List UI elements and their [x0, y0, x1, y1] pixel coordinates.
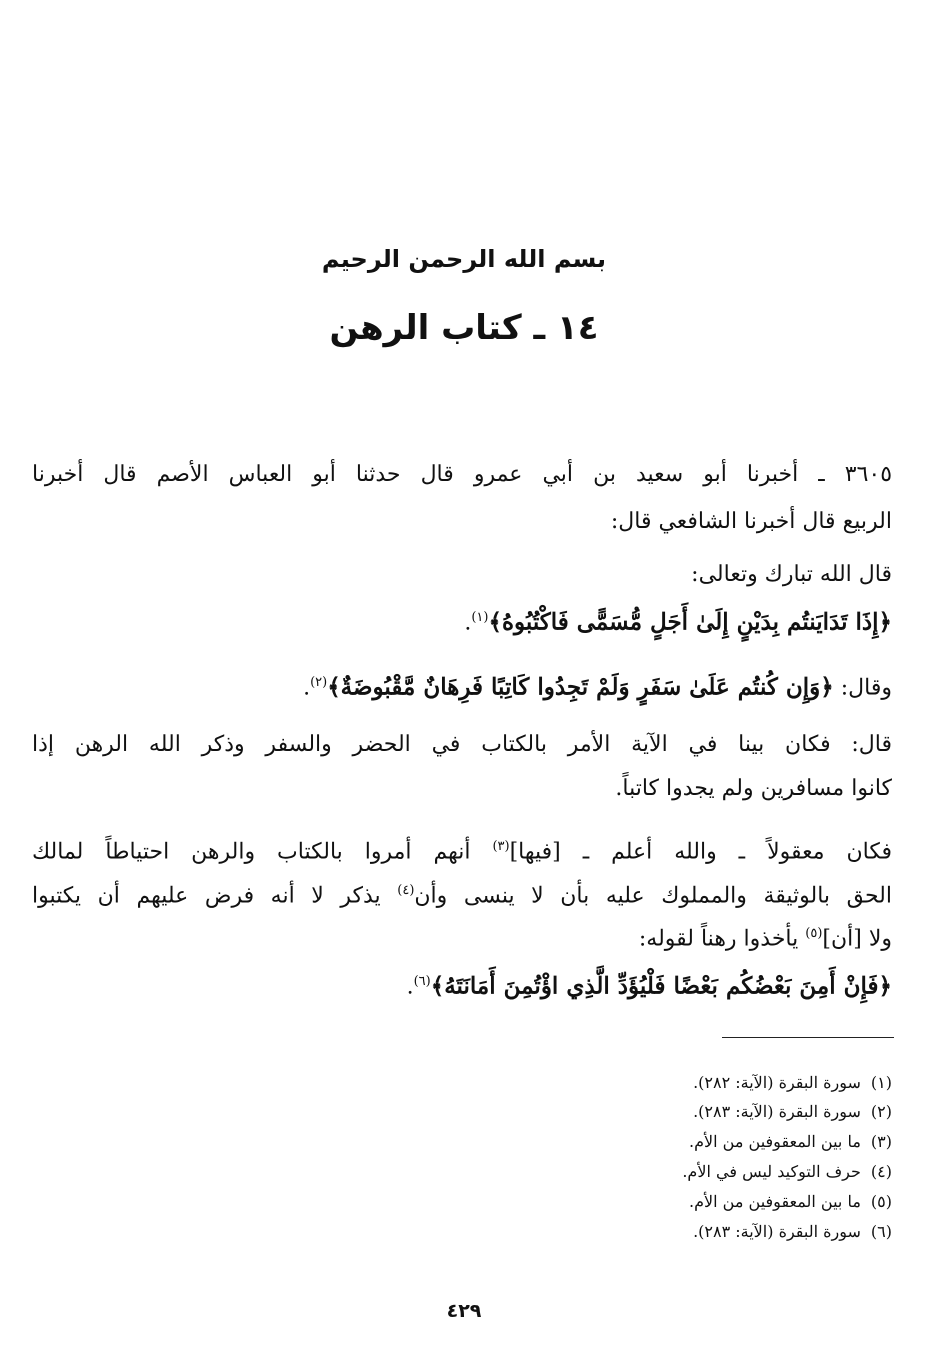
- footnote-number: (٦): [870, 1222, 892, 1241]
- footnote-text: سورة البقرة (الآية: ٢٨٣).: [693, 1102, 861, 1121]
- verse-end: .: [406, 974, 414, 1000]
- text-segment: أنهم أمروا بالكتاب والرهن احتياطاً لمالك: [32, 839, 493, 865]
- text-line-9: [32, 876, 892, 911]
- footnote-text: حرف التوكيد ليس في الأم.: [682, 1162, 861, 1181]
- text-segment: فكان معقولاً ـ والله أعلم ـ [فيها]: [509, 839, 892, 865]
- page-number: ٤٢٩: [446, 1300, 482, 1322]
- text-line-10: [32, 919, 892, 954]
- text-line-3: قال الله تبارك وتعالى:: [691, 562, 892, 587]
- footnote-2: [392, 1102, 892, 1122]
- footnote-ref: (١): [471, 610, 489, 625]
- footnote-3: [392, 1132, 892, 1152]
- verse-end: .: [303, 675, 311, 701]
- quran-verse: ﴿فَإِنْ أَمِنَ بَعْضُكُم بَعْضًا فَلْيُؤَدِّ الَّذِي اؤْتُمِنَ أَمَانَتَهُ﴾: [430, 972, 892, 1000]
- footnote-text: ما بين المعقوفين من الأم.: [689, 1192, 861, 1211]
- footnote-divider: [722, 1037, 894, 1038]
- text-line-6: قال: فكان بينا في الآية الأمر بالكتاب في الحضر والسفر وذكر الله الرهن إذا: [32, 732, 892, 757]
- footnote-6: [392, 1222, 892, 1242]
- quran-verse: ﴿إِذَا تَدَايَنتُم بِدَيْنٍ إِلَىٰ أَجَلٍ مُّسَمًّى فَاكْتُبُوهُ﴾: [488, 608, 892, 636]
- footnote-number: (٤): [870, 1162, 892, 1181]
- text-segment: يذكر لا أنه فرض عليهم أن يكتبوا: [32, 883, 398, 909]
- verse-line-3: [32, 967, 892, 1002]
- text-line-1: ٣٦٠٥ ـ أخبرنا أبو سعيد بن أبي عمرو قال حدثنا أبو العباس الأصم قال أخبرنا: [32, 462, 893, 487]
- footnote-text: سورة البقرة (الآية: ٢٨٢).: [693, 1073, 861, 1092]
- lead-text: وقال:: [840, 675, 892, 701]
- footnote-text: ما بين المعقوفين من الأم.: [689, 1132, 861, 1151]
- footnote-5: [392, 1192, 892, 1212]
- verse-line-2: [32, 668, 892, 703]
- footnote-4: [392, 1162, 892, 1182]
- footnote-ref: (٤): [397, 883, 415, 898]
- basmala-heading: بسم الله الرحمن الرحيم: [321, 245, 607, 273]
- footnote-number: (٥): [870, 1192, 892, 1211]
- text-line-8: [32, 832, 892, 867]
- footnote-ref: (٢): [310, 675, 328, 690]
- footnote-number: (٢): [870, 1102, 892, 1121]
- book-title: ١٤ ـ كتاب الرهن: [329, 308, 599, 348]
- footnote-1: [392, 1073, 892, 1093]
- verse-end: .: [464, 610, 472, 636]
- footnote-text: سورة البقرة (الآية: ٢٨٣).: [693, 1222, 861, 1241]
- footnote-number: (٣): [870, 1132, 892, 1151]
- text-segment: يأخذوا رهناً لقوله:: [638, 926, 806, 952]
- footnote-number: (١): [870, 1073, 892, 1092]
- quran-verse: ﴿وَإِن كُنتُم عَلَىٰ سَفَرٍ وَلَمْ تَجِدُوا كَاتِبًا فَرِهَانٌ مَّقْبُوضَةٌ﴾: [327, 673, 834, 701]
- footnote-ref: (٥): [805, 926, 823, 941]
- text-segment: ولا [أن]: [822, 926, 892, 952]
- verse-line-1: [32, 603, 892, 638]
- footnote-ref: (٦): [413, 974, 431, 989]
- footnote-ref: (٣): [492, 839, 510, 854]
- text-line-2: الربيع قال أخبرنا الشافعي قال:: [610, 509, 892, 534]
- text-line-7: كانوا مسافرين ولم يجدوا كاتباً.: [615, 776, 892, 801]
- text-segment: الحق بالوثيقة والمملوك عليه بأن لا ينسى وأن: [414, 883, 892, 909]
